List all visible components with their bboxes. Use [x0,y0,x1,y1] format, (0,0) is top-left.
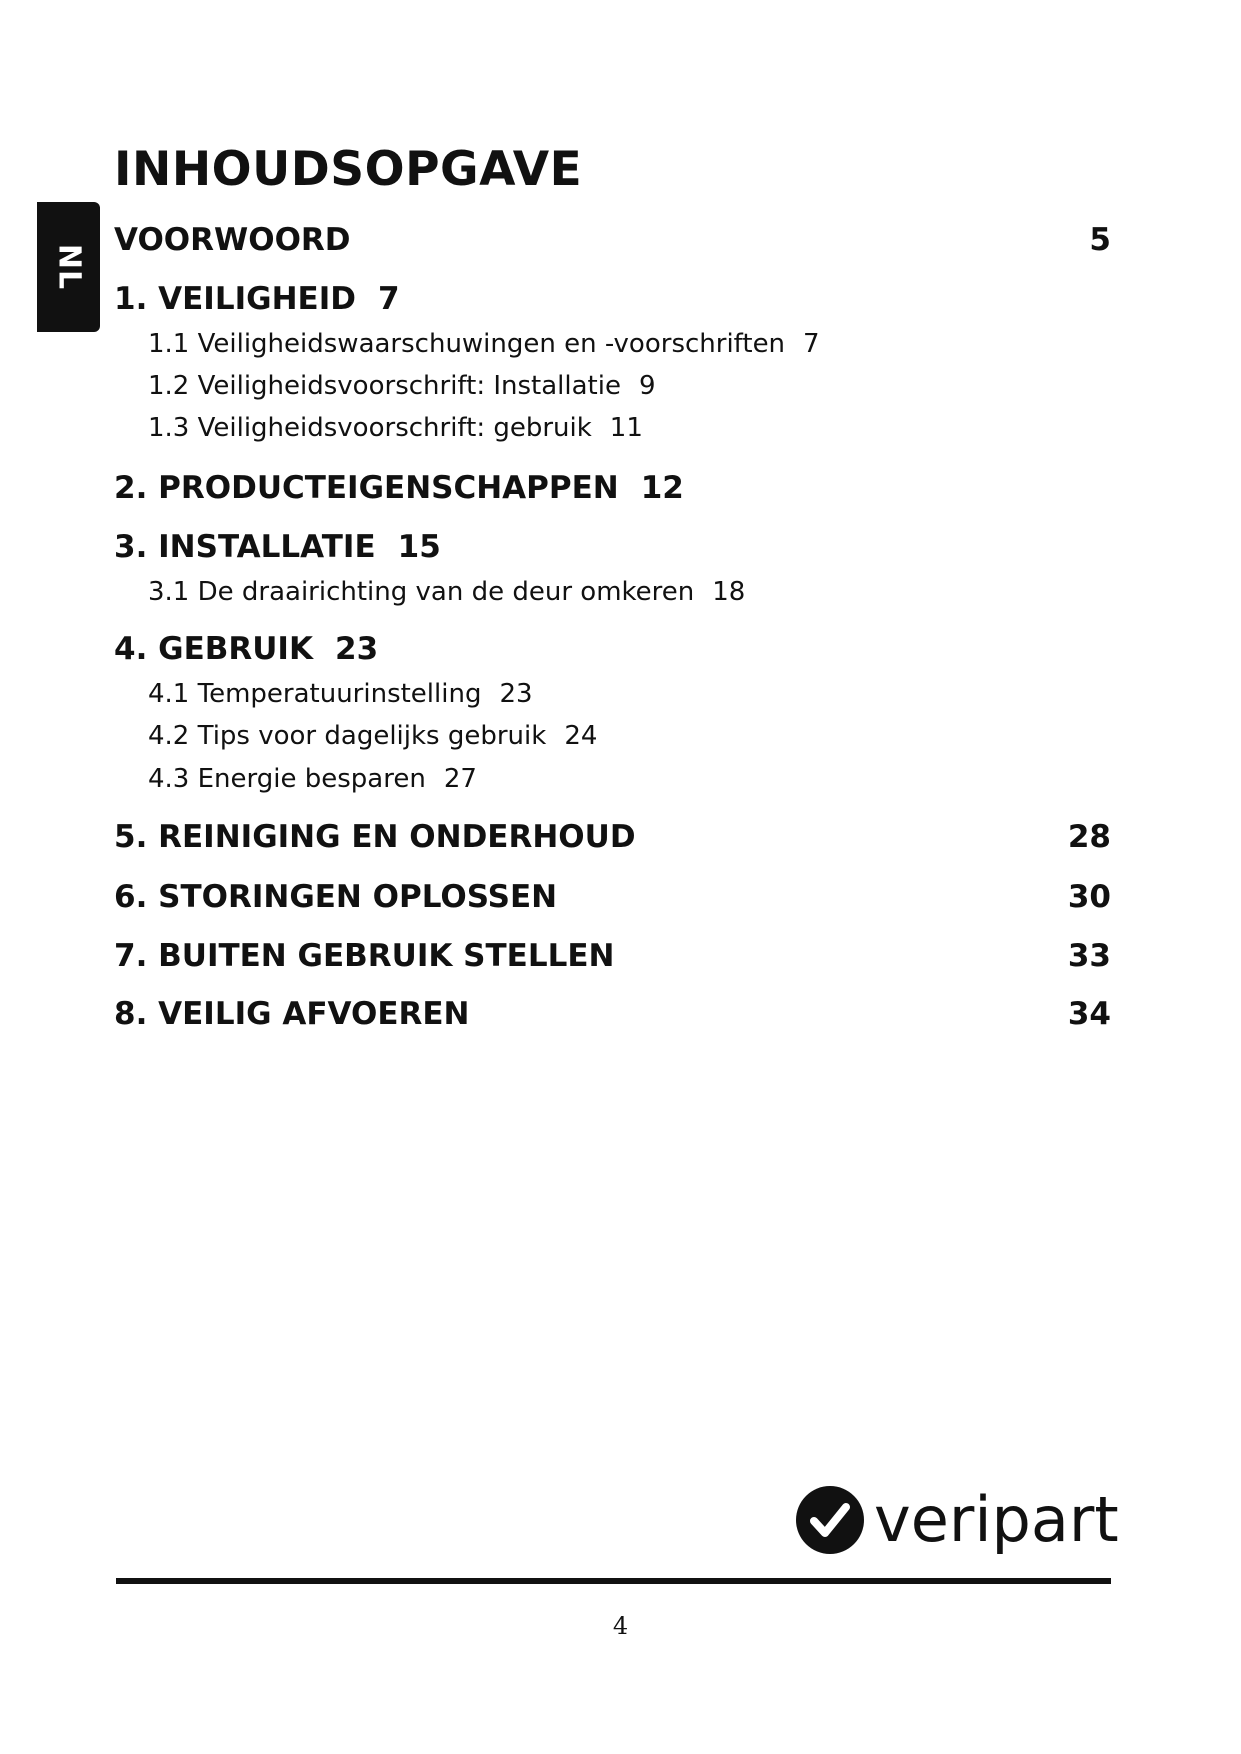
toc-entry-voorwoord[interactable] [114,220,1111,260]
toc-entry-buiten-gebruik-stellen[interactable] [114,936,1111,976]
toc-entry-page: 5 [1089,222,1111,258]
toc-entry-veilig-afvoeren[interactable] [114,994,1111,1034]
toc-entry-label: 8. VEILIG AFVOEREN [114,996,470,1032]
toc-entry-4-1[interactable] [148,677,1111,711]
toc-entry-label: 7. BUITEN GEBRUIK STELLEN [114,938,615,974]
toc-entry-page: 28 [1067,819,1111,855]
toc-entry-page: 9 [638,371,656,401]
toc-entry-label: 5. REINIGING EN ONDERHOUD [114,819,636,855]
toc-entry-1-3[interactable] [148,411,1111,445]
toc-entry-page: 34 [1067,996,1111,1032]
toc-entry-page: 33 [1067,938,1111,974]
toc-entry-page: 7 [377,281,400,317]
toc-entry-label: 1.1 Veiligheidswaarschuwingen en -voorschriften [148,329,786,359]
toc-entry-label: 2. PRODUCTEIGENSCHAPPEN [114,470,619,506]
toc-entry-label: 4.3 Energie besparen [148,764,426,794]
toc-entry-4-2[interactable] [148,719,1111,753]
language-tab [37,202,100,332]
toc-entry-4-3[interactable] [148,762,1111,796]
toc-entry-3-1[interactable] [148,575,1111,609]
toc-entry-page: 11 [609,413,643,443]
toc-entry-gebruik[interactable] [114,629,1111,669]
toc-entry-label: 1.2 Veiligheidsvoorschrift: Installatie [148,371,621,401]
toc-entry-page: 24 [564,721,598,751]
toc-entry-label: 1.3 Veiligheidsvoorschrift: gebruik [148,413,592,443]
toc-entry-page: 12 [640,470,684,506]
toc-entry-label: 3.1 De draairichting van de deur omkeren [148,577,695,607]
toc-entry-storingen-oplossen[interactable] [114,877,1111,917]
toc-entry-label: 4.1 Temperatuurinstelling [148,679,482,709]
toc-entry-label: 6. STORINGEN OPLOSSEN [114,879,558,915]
toc-entry-label: 1. VEILIGHEID [114,281,356,317]
brand-logo [796,1480,1119,1560]
toc-entry-page: 7 [803,329,820,359]
toc-entry-page: 30 [1067,879,1111,915]
page-title: INHOUDSOPGAVE [114,142,583,197]
toc-entry-label: 4. GEBRUIK [114,631,313,667]
toc-entry-label: 3. INSTALLATIE [114,529,376,565]
language-tab-label: NL [51,243,86,291]
toc-entry-1-1[interactable] [148,327,1111,361]
toc-entry-installatie[interactable] [114,527,1111,567]
footer-divider [116,1578,1111,1584]
checkmark-circle-icon [796,1486,864,1554]
toc-entry-page: 23 [335,631,379,667]
toc-entry-label: 4.2 Tips voor dagelijks gebruik [148,721,547,751]
toc-entry-reiniging-en-onderhoud[interactable] [114,817,1111,857]
toc-entry-page: 15 [397,529,441,565]
toc-entry-page: 23 [499,679,533,709]
toc-entry-1-2[interactable] [148,369,1111,403]
toc-entry-veiligheid[interactable] [114,279,1111,319]
toc-entry-page: 27 [443,764,477,794]
brand-logo-text: veripart [874,1483,1119,1556]
page-number: 4 [612,1612,629,1640]
toc-entry-producteigenschappen[interactable] [114,468,1111,508]
toc-entry-label: VOORWOORD [114,222,351,258]
toc-entry-page: 18 [712,577,746,607]
